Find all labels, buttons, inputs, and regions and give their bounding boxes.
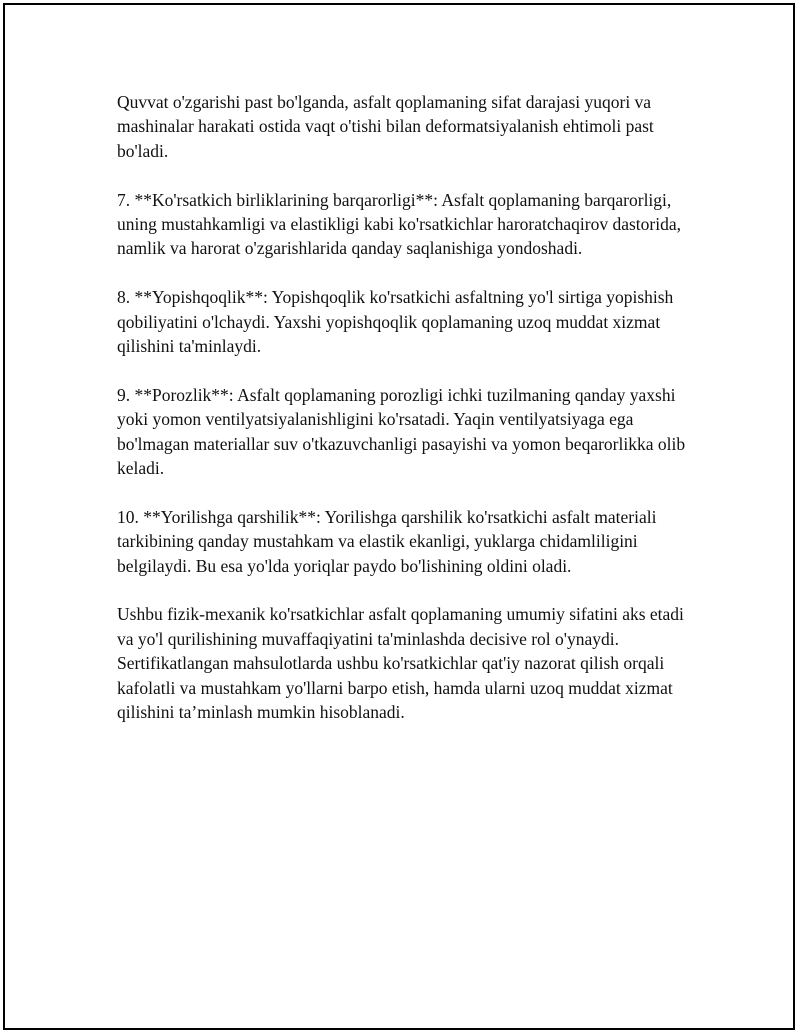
paragraph-item-9: 9. **Porozlik**: Asfalt qoplamaning porozligi ichki tuzilmaning qanday yaxshi yoki yomon ventilyatsiyalanishligini ko'rsatadi. Yaqin ventilyatsiyaga ega bo'lmagan materiallar suv o'tkazuvchanligi pasayishi va yomon beqarorlikka olib keladi. [117,384,686,479]
paragraph-item-8: 8. **Yopishqoqlik**: Yopishqoqlik ko'rsatkichi asfaltning yo'l sirtiga yopishish qobiliyatini o'lchaydi. Yaxshi yopishqoqlik qoplamaning uzoq muddat xizmat qilishini ta'minlaydi. [117,287,674,357]
paragraph-conclusion: Ushbu fizik-mexanik ko'rsatkichlar asfalt qoplamaning umumiy sifatini aks etadi va yo'l qurilishining muvaffaqiyatini ta'minlashda decisive rol o'ynaydi. Sertifikatlangan mahsulotlarda ushbu ko'rsatkichlar qat'iy nazorat qilish orqali kafolatli va mustahkam yo'llarni barpo etish, hamda ularni uzoq muddat xizmat qilishini ta’minlash mumkin hisoblanadi. [117,604,684,723]
paragraph-intro: Quvvat o'zgarishi past bo'lganda, asfalt qoplamaning sifat darajasi yuqori va mashinalar harakati ostida vaqt o'tishi bilan deformatsiyalanish ehtimoli past bo'ladi. [117,92,654,161]
paragraph-item-7: 7. **Ko'rsatkich birliklarining barqarorligi**: Asfalt qoplamaning barqarorligi, uning mustahkamligi va elastikligi kabi ko'rsatkichlar haroratchaqirov dastorida, namlik va harorat o'zgarishlarida qanday saqlanishiga yondoshadi. [117,189,681,259]
paragraph-item-10: 10. **Yorilishga qarshilik**: Yorilishga qarshilik ko'rsatkichi asfalt materiali tarkibining qanday mustahkam va elastik ekanligi, yuklarga chidamliligini belgilaydi. Bu esa yo'lda yoriqlar paydo bo'lishining oldini oladi. [117,506,657,576]
document-body [117,90,697,749]
